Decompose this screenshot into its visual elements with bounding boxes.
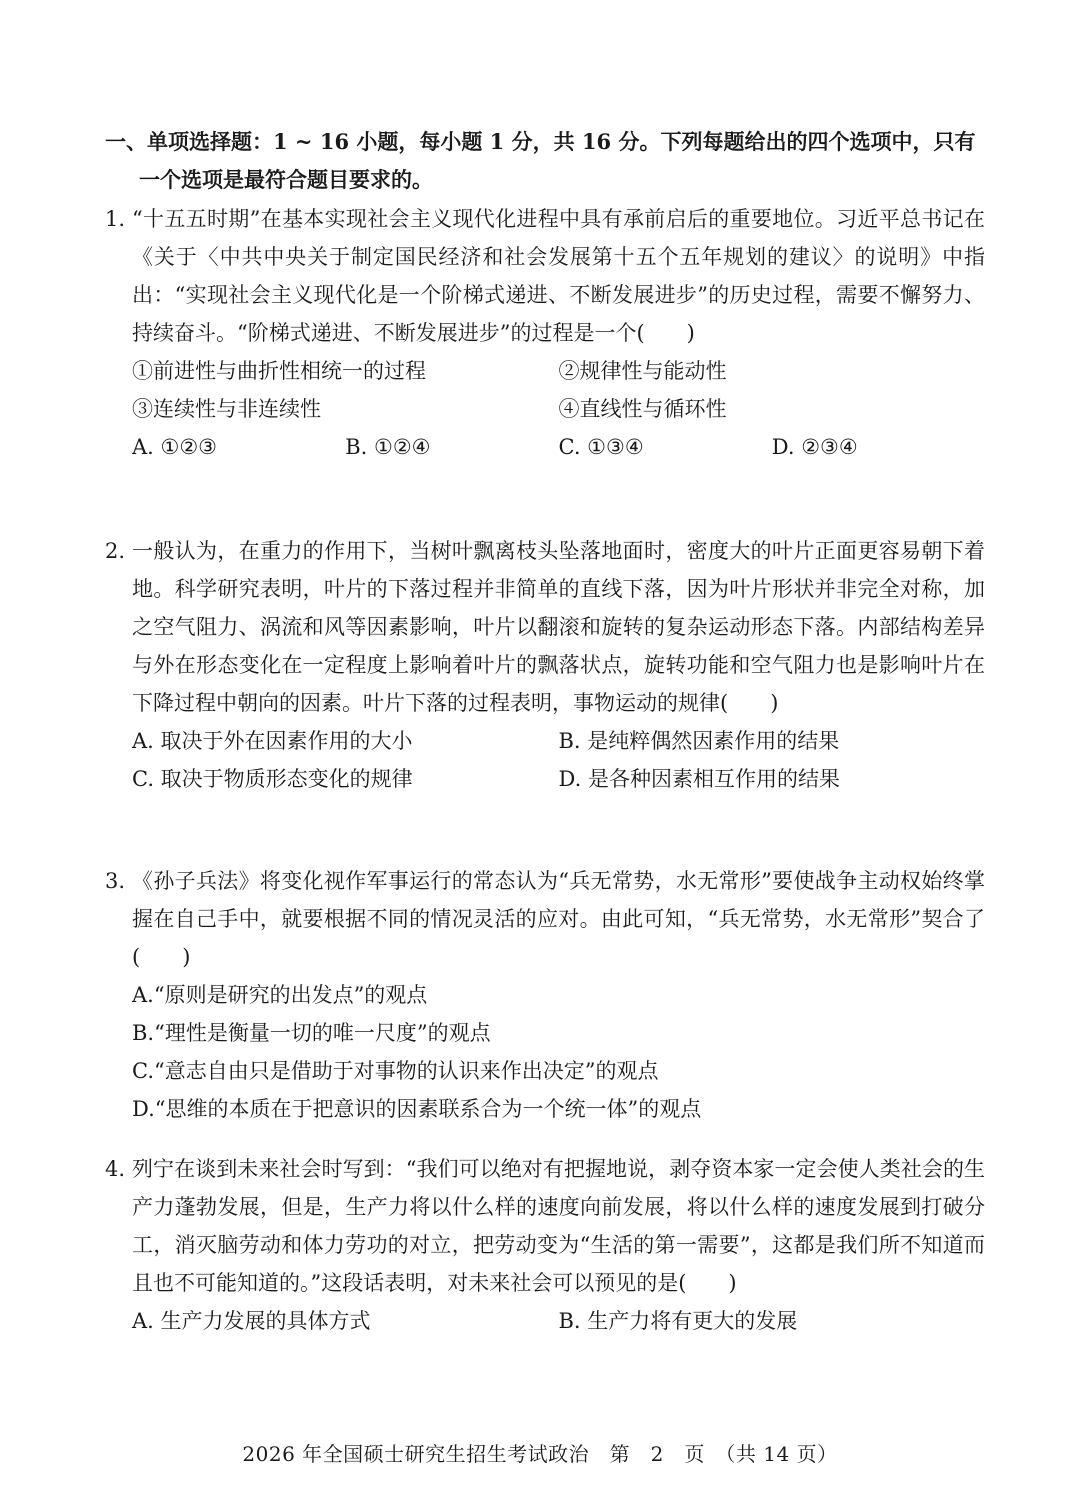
question-1 (105, 200, 985, 466)
section-heading-line2: 一个选项是最符合题目要求的。 (139, 167, 433, 192)
option-b: B. ①②④ (345, 435, 431, 459)
option-a: A.“原则是研究的出发点”的观点 (132, 983, 428, 1007)
option-a: A. 取决于外在因素作用的大小 (132, 729, 413, 753)
option-d: D. 是各种因素相互作用的结果 (558, 767, 840, 791)
option-a: A. 生产力发展的具体方式 (132, 1309, 371, 1333)
question-2 (105, 532, 985, 798)
statement-item: ①前进性与曲折性相统一的过程 (132, 359, 426, 383)
statement-item: ④直线性与循环性 (558, 397, 727, 421)
question-stem: “十五五时期”在基本实现社会主义现代化进程中具有承前启后的重要地位。习近平总书记在《关于〈中共中央关于制定国民经济和社会发展第十五个五年规划的建议〉的说明》中指出：“实现社会主义现代化是一个阶梯式递进、不断发展进步”的历史过程，需要不懈努力、持续奋斗。“阶梯式递进、不断发展进步”的过程是一个( ) (132, 207, 985, 345)
statement-item: ②规律性与能动性 (558, 359, 727, 383)
option-c: C.“意志自由只是借助于对事物的认识来作出决定”的观点 (132, 1059, 659, 1083)
option-d: D.“思维的本质在于把意识的因素联系合为一个统一体”的观点 (132, 1097, 702, 1121)
option-c: C. ①③④ (558, 435, 644, 459)
question-number: 3. (105, 869, 126, 893)
option-b: B. 生产力将有更大的发展 (558, 1309, 798, 1333)
question-stem: 列宁在谈到未来社会时写到：“我们可以绝对有把握地说，剥夺资本家一定会使人类社会的生产力蓬勃发展，但是，生产力将以什么样的速度向前发展，将以什么样的速度发展到打破分工，消灭脑劳动和体力劳功的对立，把劳动变为“生活的第一需要”，这都是我们所不知道而且也不可能知道的。”这段话表明，对未来社会可以预见的是( ) (132, 1157, 985, 1295)
statement-item: ③连续性与非连续性 (132, 397, 321, 421)
question-stem: 《孙子兵法》将变化视作军事运行的常态认为“兵无常势，水无常形”要使战争主动权始终掌握在自己手中，就要根据不同的情况灵活的应对。由此可知，“兵无常势，水无常形”契合了( ) (132, 869, 985, 969)
question-stem: 一般认为，在重力的作用下，当树叶飘离枝头坠落地面时，密度大的叶片正面更容易朝下着地。科学研究表明，叶片的下落过程并非简单的直线下落，因为叶片形状并非完全对称，加之空气阻力、涡流和风等因素影响，叶片以翻滚和旋转的复杂运动形态下落。内部结构差异与外在形态变化在一定程度上影响着叶片的飘落状点，旋转功能和空气阻力也是影响叶片在下降过程中朝向的因素。叶片下落的过程表明，事物运动的规律( ) (132, 539, 985, 715)
option-d: D. ②③④ (771, 435, 858, 459)
question-4 (105, 1150, 985, 1340)
question-number: 1. (105, 207, 126, 231)
option-b: B.“理性是衡量一切的唯一尺度”的观点 (132, 1021, 491, 1045)
option-c: C. 取决于物质形态变化的规律 (132, 767, 413, 791)
section-heading-line1: 一、单项选择题：1 ~ 16 小题，每小题 1 分，共 16 分。下列每题给出的四个选项中，只有 (105, 129, 976, 154)
question-number: 4. (105, 1157, 126, 1181)
option-a: A. ①②③ (132, 435, 217, 459)
question-3 (105, 862, 985, 1128)
option-b: B. 是纯粹偶然因素作用的结果 (558, 729, 840, 753)
page-footer: 2026 年全国硕士研究生招生考试政治 第 2 页 （共 14 页） (242, 1442, 838, 1466)
question-number: 2. (105, 539, 126, 563)
section-heading (105, 123, 985, 199)
